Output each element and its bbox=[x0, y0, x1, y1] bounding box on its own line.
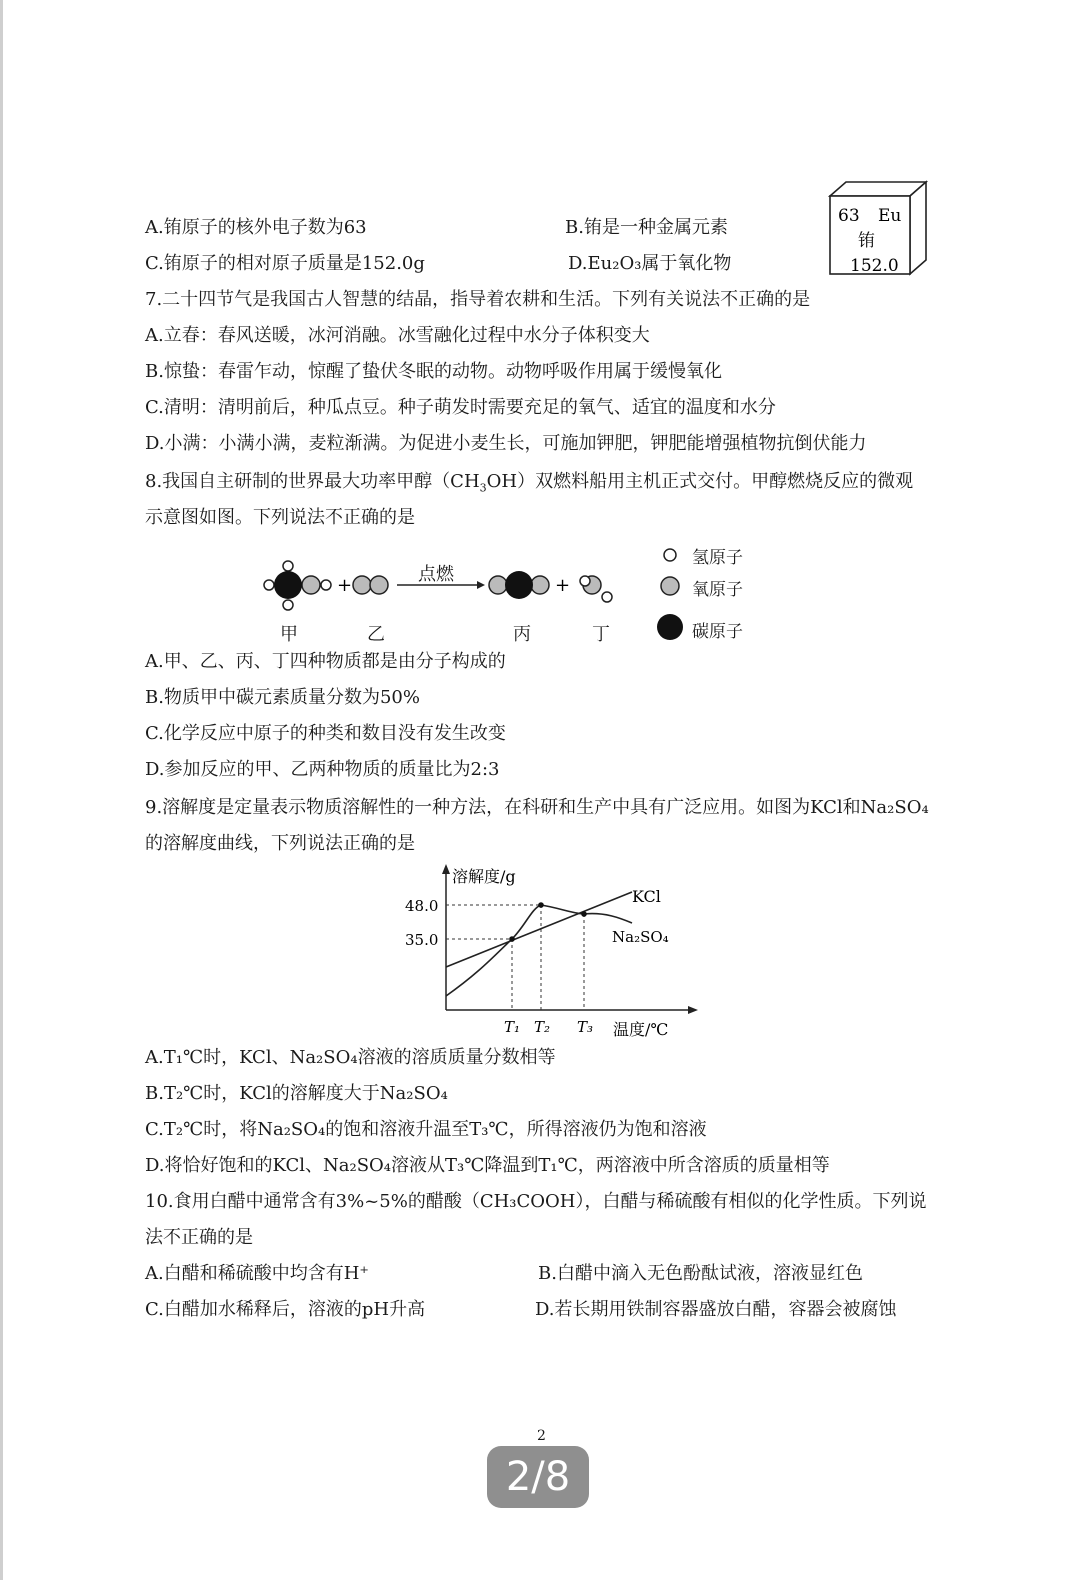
q7-option-c: C.清明：清明前后，种瓜点豆。种子萌发时需要充足的氧气、适宜的温度和水分 bbox=[145, 397, 776, 418]
q6-option-a: A.铕原子的核外电子数为63 bbox=[145, 217, 367, 238]
q6-option-c: C.铕原子的相对原子质量是152.0g bbox=[145, 253, 425, 274]
q8-option-a: A.甲、乙、丙、丁四种物质都是由分子构成的 bbox=[145, 651, 506, 672]
y-tick-35: 35.0 bbox=[405, 931, 439, 949]
reaction-condition: 点燃 bbox=[418, 564, 454, 585]
label-ding: 丁 bbox=[592, 624, 610, 645]
svg-text:+: + bbox=[337, 575, 353, 596]
page-number: 2 bbox=[537, 1428, 546, 1444]
q9-stem-line2: 的溶解度曲线，下列说法正确的是 bbox=[145, 833, 415, 854]
y-axis-label: 溶解度/g bbox=[452, 867, 516, 886]
q9-option-c: C.T₂℃时，将Na₂SO₄的饱和溶液升温至T₃℃，所得溶液仍为饱和溶液 bbox=[145, 1119, 707, 1140]
svg-text:+: + bbox=[555, 575, 571, 596]
element-mass: 152.0 bbox=[850, 256, 899, 276]
q6-option-b: B.铕是一种金属元素 bbox=[565, 217, 728, 238]
page-indicator[interactable]: 2/8 bbox=[487, 1446, 589, 1508]
label-yi: 乙 bbox=[367, 624, 385, 645]
page-edge bbox=[0, 0, 3, 1580]
x-axis-label: 温度/℃ bbox=[613, 1020, 669, 1039]
x-tick-t2: T₂ bbox=[534, 1018, 551, 1036]
q10-option-a: A.白醋和稀硫酸中均含有H⁺ bbox=[145, 1263, 369, 1284]
q9-option-a: A.T₁℃时，KCl、Na₂SO₄溶液的溶质质量分数相等 bbox=[145, 1047, 556, 1068]
series-label-na2so4: Na₂SO₄ bbox=[612, 928, 669, 946]
y-tick-48: 48.0 bbox=[405, 897, 439, 915]
element-number: 63 bbox=[838, 206, 860, 226]
element-name: 铕 bbox=[858, 231, 875, 251]
q10-option-d: D.若长期用铁制容器盛放白醋，容器会被腐蚀 bbox=[535, 1299, 897, 1320]
element-card-europium bbox=[828, 180, 928, 276]
legend-carbon: 碳原子 bbox=[692, 622, 743, 642]
label-bing: 丙 bbox=[513, 624, 531, 645]
q9-option-b: B.T₂℃时，KCl的溶解度大于Na₂SO₄ bbox=[145, 1083, 448, 1104]
q7-option-d: D.小满：小满小满，麦粒渐满。为促进小麦生长，可施加钾肥，钾肥能增强植物抗倒伏能力 bbox=[145, 433, 867, 454]
series-label-kcl: KCl bbox=[632, 887, 661, 906]
q8-stem-line2: 示意图如图。下列说法不正确的是 bbox=[145, 507, 415, 528]
label-jia: 甲 bbox=[280, 624, 298, 645]
x-tick-t3: T₃ bbox=[577, 1018, 594, 1036]
q7-option-a: A.立春：春风送暖，冰河消融。冰雪融化过程中水分子体积变大 bbox=[145, 325, 650, 346]
q8-option-b: B.物质甲中碳元素质量分数为50% bbox=[145, 687, 420, 708]
q10-stem-line1: 10.食用白醋中通常含有3%~5%的醋酸（CH₃COOH），白醋与稀硫酸有相似的化学性质。下列说 bbox=[145, 1191, 927, 1212]
q6-option-d: D.Eu₂O₃属于氧化物 bbox=[568, 253, 732, 274]
legend-hydrogen: 氢原子 bbox=[692, 548, 743, 568]
solubility-chart bbox=[400, 860, 700, 1045]
atom-legend bbox=[650, 540, 690, 650]
q8-option-c: C.化学反应中原子的种类和数目没有发生改变 bbox=[145, 723, 506, 744]
x-tick-t1: T₁ bbox=[504, 1018, 521, 1036]
legend-oxygen: 氧原子 bbox=[692, 580, 743, 600]
q7-stem: 7.二十四节气是我国古人智慧的结晶，指导着农耕和生活。下列有关说法不正确的是 bbox=[145, 289, 811, 310]
q10-stem-line2: 法不正确的是 bbox=[145, 1227, 253, 1248]
q7-option-b: B.惊蛰：春雷乍动，惊醒了蛰伏冬眠的动物。动物呼吸作用属于缓慢氧化 bbox=[145, 361, 722, 382]
q8-option-d: D.参加反应的甲、乙两种物质的质量比为2:3 bbox=[145, 759, 500, 780]
element-symbol: Eu bbox=[878, 206, 902, 226]
q10-option-c: C.白醋加水稀释后，溶液的pH升高 bbox=[145, 1299, 426, 1320]
q8-stem-line1: 8.我国自主研制的世界最大功率甲醇$(CH_3OH)$双燃料船用主机正式交付。甲醇燃烧反应的微观 bbox=[145, 471, 914, 495]
q9-option-d: D.将恰好饱和的KCl、Na₂SO₄溶液从T₃℃降温到T₁℃，两溶液中所含溶质的质量相等 bbox=[145, 1155, 830, 1176]
q10-option-b: B.白醋中滴入无色酚酞试液，溶液显红色 bbox=[538, 1263, 863, 1284]
q9-stem-line1: 9.溶解度是定量表示物质溶解性的一种方法，在科研和生产中具有广泛应用。如图为KCl和Na₂SO₄ bbox=[145, 797, 929, 818]
na2so4-curve bbox=[446, 905, 632, 996]
